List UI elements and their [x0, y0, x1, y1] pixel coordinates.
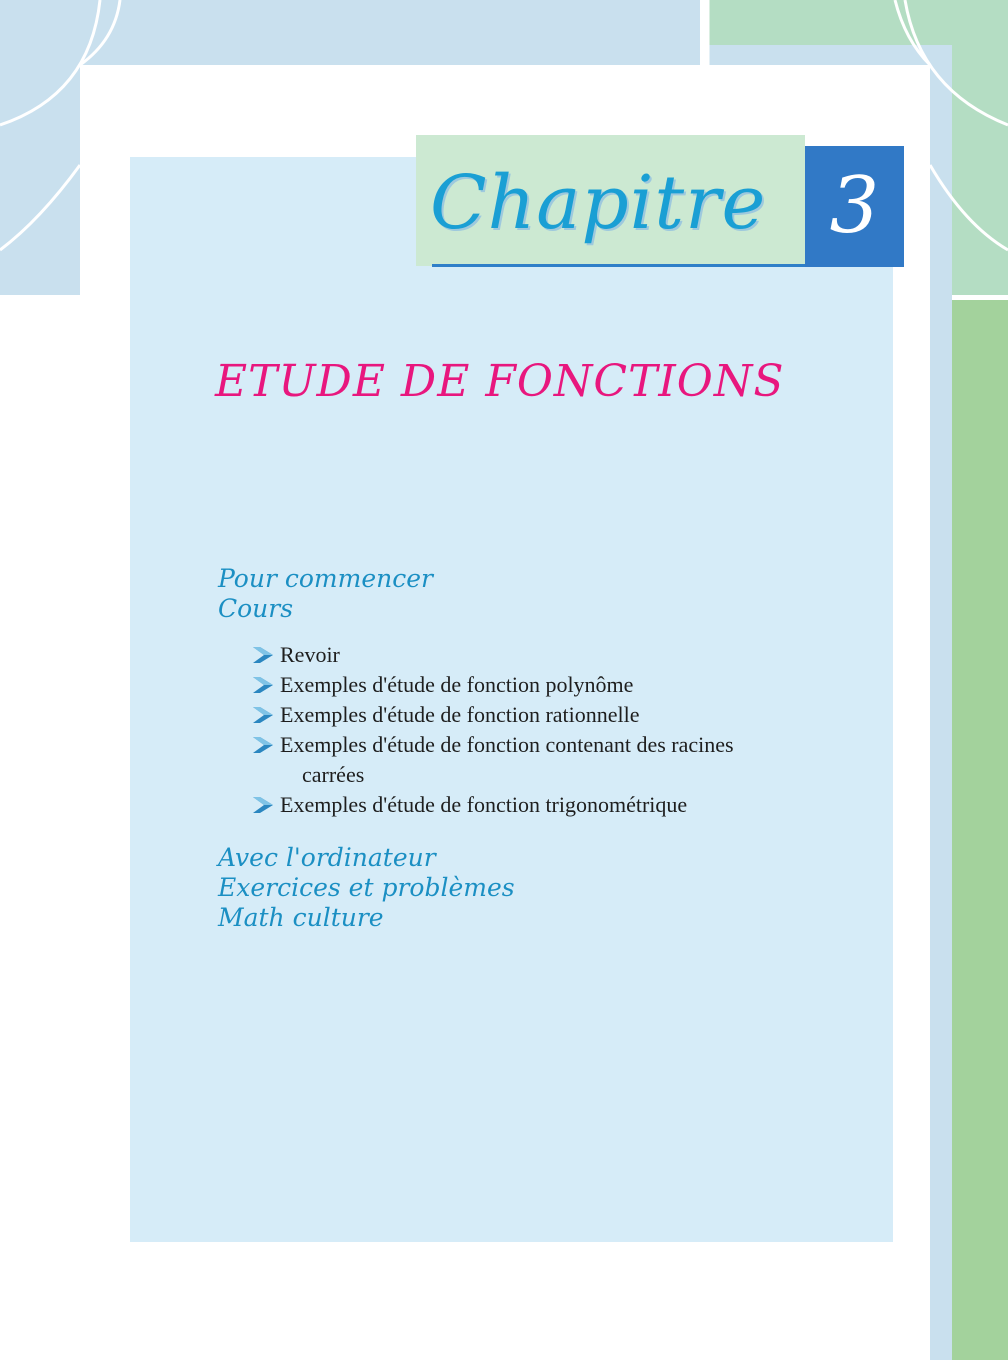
right-green-band [952, 300, 1008, 1360]
course-item [252, 670, 832, 700]
chevron-arrow-icon [252, 730, 280, 760]
section-avec-ordinateur: Avec l'ordinateur [218, 843, 436, 872]
course-item-label: Exemples d'étude de fonction trigonométrique [280, 792, 688, 817]
chapter-word: Chapitre [430, 160, 767, 246]
chevron-arrow-icon [252, 640, 280, 670]
section-math-culture: Math culture [218, 903, 384, 932]
course-item [252, 700, 832, 730]
chapter-underline [432, 264, 806, 267]
course-item [252, 730, 832, 760]
chevron-arrow-icon [252, 700, 280, 730]
course-item-label: Exemples d'étude de fonction rationnelle [280, 702, 640, 727]
chevron-arrow-icon [252, 790, 280, 820]
section-pour-commencer: Pour commencer [218, 564, 433, 593]
course-item [252, 790, 832, 820]
section-exercices-problemes: Exercices et problèmes [218, 873, 515, 902]
course-item [252, 640, 832, 670]
course-item-label: Exemples d'étude de fonction polynôme [280, 672, 634, 697]
section-cours: Cours [218, 594, 294, 623]
course-item-continuation: carrées [302, 762, 365, 787]
chapter-title: ETUDE DE FONCTIONS [215, 356, 785, 407]
chevron-arrow-icon [252, 670, 280, 700]
course-item-label: Revoir [280, 642, 340, 667]
chapter-number: 3 [829, 161, 880, 251]
course-item-label: Exemples d'étude de fonction contenant des racines [280, 732, 734, 757]
